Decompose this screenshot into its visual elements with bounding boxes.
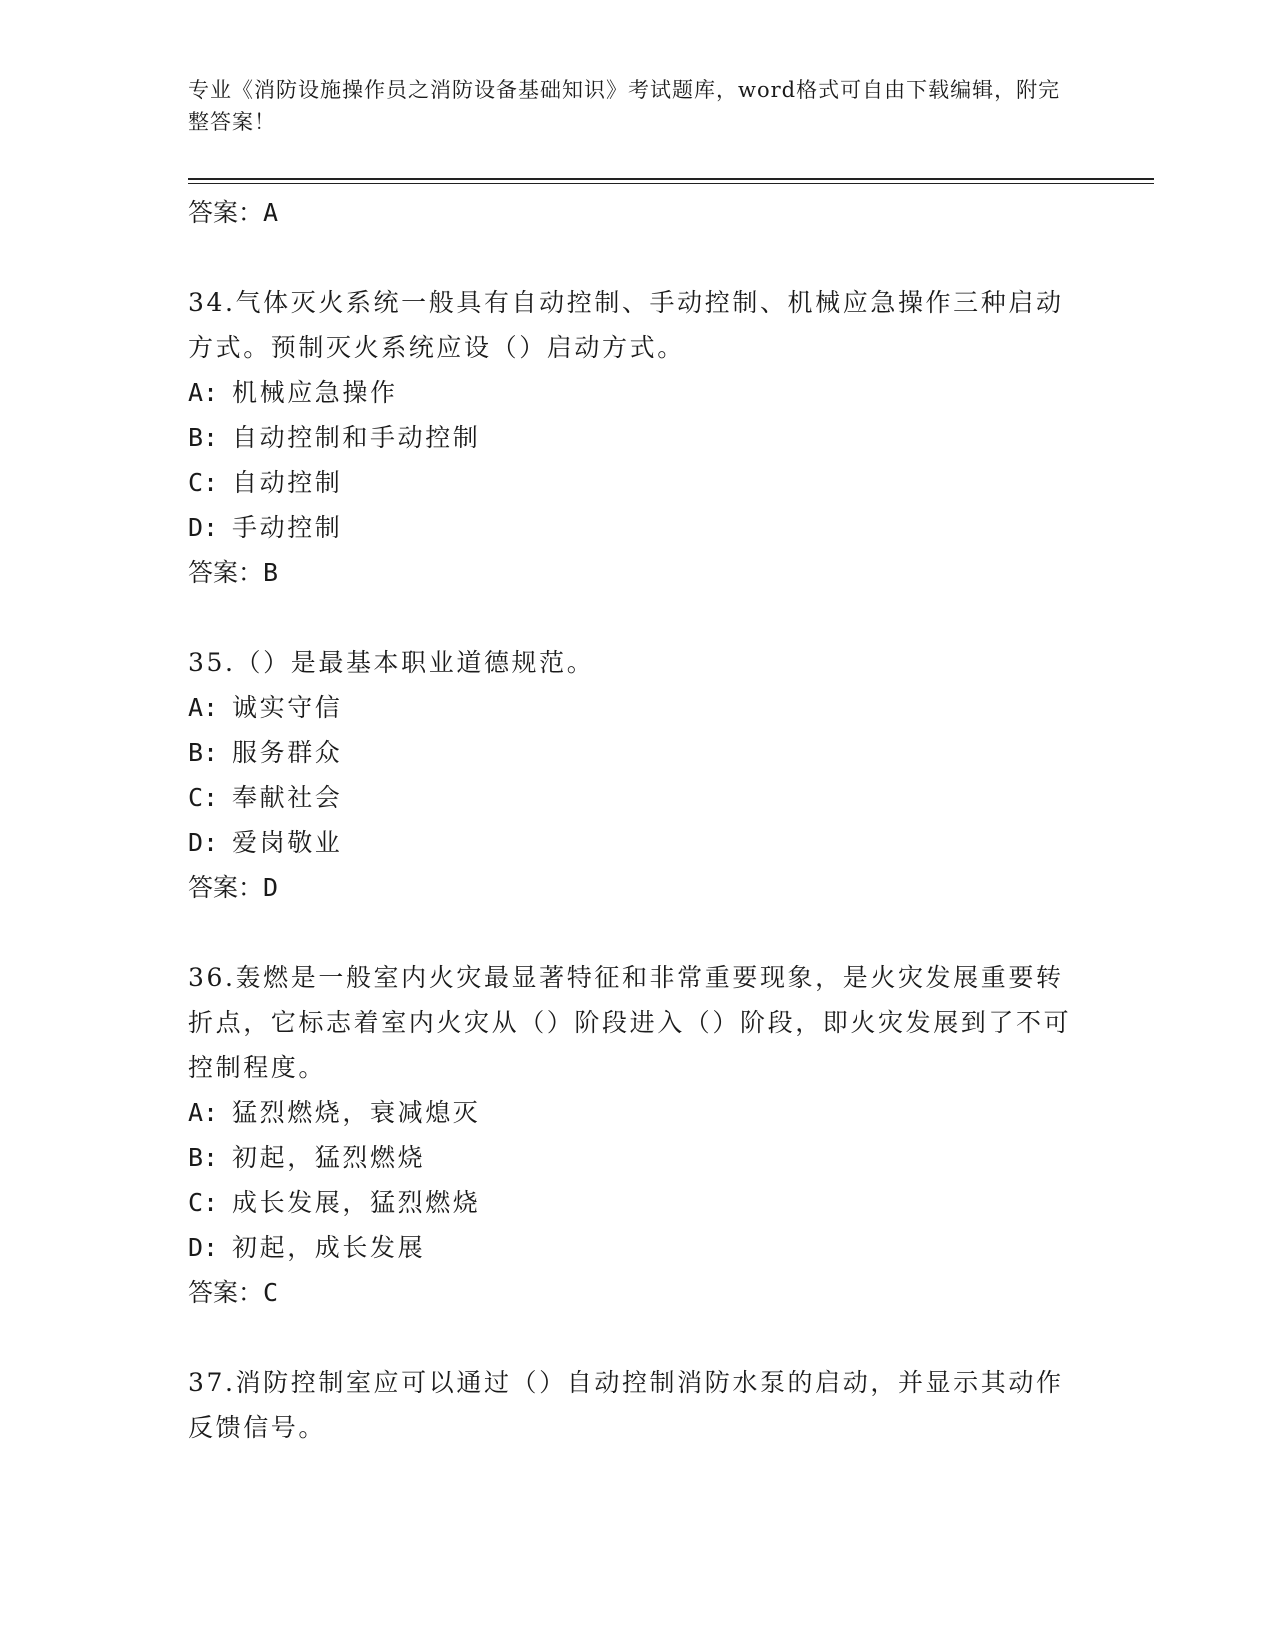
option-text: 服务群众: [232, 738, 343, 767]
option-c: [188, 775, 1088, 820]
option-key: B:: [188, 1143, 219, 1172]
question-stem: 34.气体灭火系统一般具有自动控制、手动控制、机械应急操作三种启动方式。预制灭火系统应设（）启动方式。: [188, 288, 1064, 362]
option-text: 自动控制: [232, 468, 343, 497]
question-stem: 37.消防控制室应可以通过（）自动控制消防水泵的启动，并显示其动作反馈信号。: [188, 1368, 1064, 1442]
question-37: [188, 1360, 1088, 1450]
option-text: 初起，成长发展: [232, 1233, 426, 1262]
answer-value: A: [263, 198, 279, 227]
question-34: [188, 280, 1088, 595]
option-key: B:: [188, 423, 219, 452]
page-header: 专业《消防设施操作员之消防设备基础知识》考试题库，word格式可自由下载编辑，附完整答案！: [188, 78, 1061, 134]
option-key: C:: [188, 783, 219, 812]
option-text: 爱岗敬业: [232, 828, 343, 857]
option-key: A:: [188, 378, 219, 407]
question-36: [188, 955, 1088, 1315]
option-text: 手动控制: [232, 513, 343, 542]
option-text: 成长发展，猛烈燃烧: [232, 1188, 481, 1217]
option-text: 机械应急操作: [232, 378, 398, 407]
answer-label: 答案：: [188, 1278, 264, 1307]
option-c: [188, 1180, 1088, 1225]
option-b: [188, 415, 1088, 460]
header-divider-thin: [188, 183, 1154, 184]
option-text: 诚实守信: [232, 693, 343, 722]
option-key: C:: [188, 468, 219, 497]
option-key: C:: [188, 1188, 219, 1217]
option-b: [188, 1135, 1088, 1180]
option-key: A:: [188, 693, 219, 722]
option-key: D:: [188, 828, 219, 857]
answer-value: B: [263, 558, 279, 587]
option-a: [188, 685, 1088, 730]
question-list: [188, 190, 1088, 1450]
option-key: D:: [188, 513, 219, 542]
option-d: [188, 820, 1088, 865]
header-divider-thick: [188, 178, 1154, 180]
question-stem: 35.（）是最基本职业道德规范。: [188, 648, 595, 677]
answer-label: 答案：: [188, 558, 264, 587]
answer-label: 答案：: [188, 198, 264, 227]
option-b: [188, 730, 1088, 775]
question-stem: 36.轰燃是一般室内火灾最显著特征和非常重要现象，是火灾发展重要转折点，它标志着室内火灾从（）阶段进入（）阶段，即火灾发展到了不可控制程度。: [188, 963, 1072, 1082]
question-35: [188, 640, 1088, 910]
answer-value: C: [263, 1278, 279, 1307]
option-key: B:: [188, 738, 219, 767]
question-answer: [188, 550, 1088, 595]
previous-answer: [188, 190, 1088, 235]
question-answer: [188, 865, 1088, 910]
option-c: [188, 460, 1088, 505]
option-d: [188, 505, 1088, 550]
option-text: 自动控制和手动控制: [232, 423, 481, 452]
question-answer: [188, 1270, 1088, 1315]
option-key: D:: [188, 1233, 219, 1262]
answer-value: D: [263, 873, 279, 902]
option-text: 初起，猛烈燃烧: [232, 1143, 426, 1172]
option-text: 猛烈燃烧，衰减熄灭: [232, 1098, 481, 1127]
option-text: 奉献社会: [232, 783, 343, 812]
option-a: [188, 1090, 1088, 1135]
answer-label: 答案：: [188, 873, 264, 902]
option-d: [188, 1225, 1088, 1270]
option-key: A:: [188, 1098, 219, 1127]
option-a: [188, 370, 1088, 415]
